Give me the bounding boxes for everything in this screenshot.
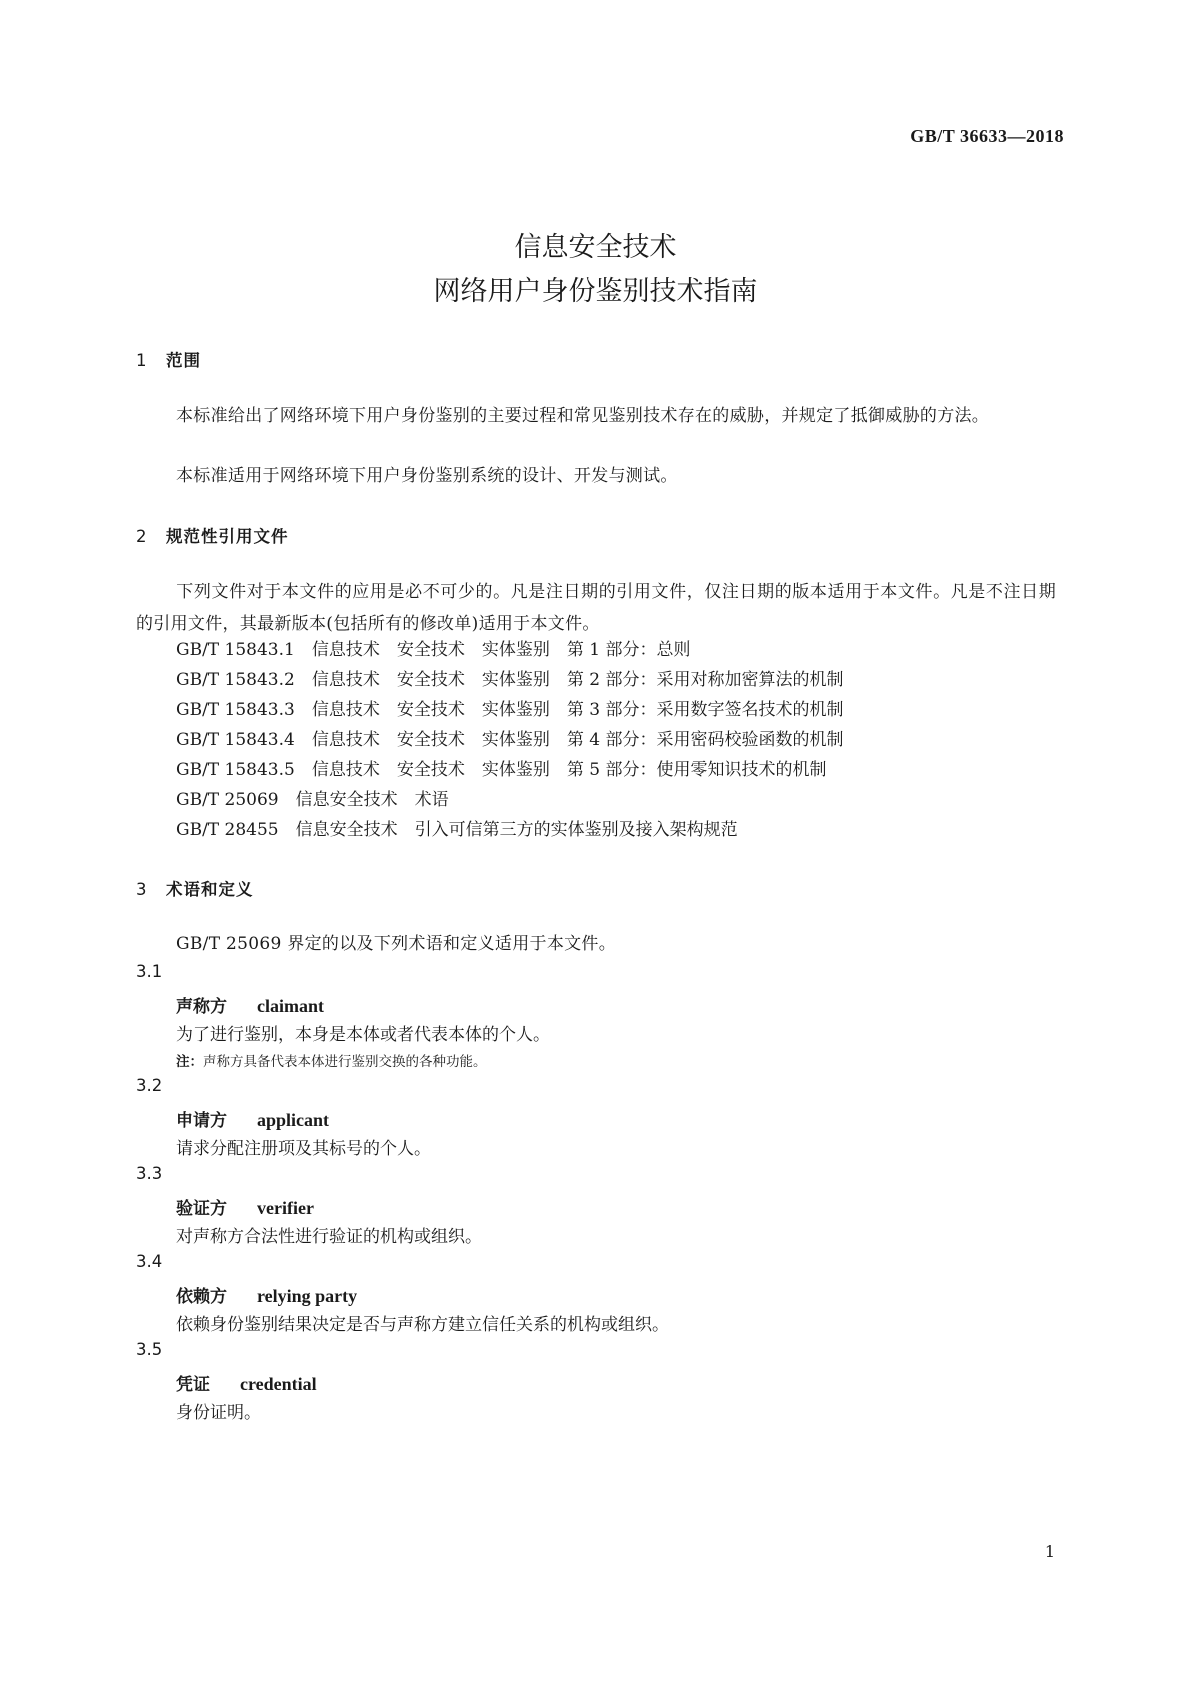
term-number: 3.3 bbox=[136, 1164, 163, 1183]
section-2-heading bbox=[136, 523, 289, 547]
term-chinese: 凭证 bbox=[176, 1375, 210, 1395]
paragraph-text: 下列文件对于本文件的应用是必不可少的。凡是注日期的引用文件，仅注日期的版本适用于本文件。凡是不注日期的引用文件，其最新版本(包括所有的修改单)适用于本文件。 bbox=[136, 582, 1056, 634]
section-3-heading bbox=[136, 876, 254, 900]
term-english: verifier bbox=[257, 1198, 314, 1218]
reference-title: 信息技术 安全技术 实体鉴别 第 4 部分：采用密码校验函数的机制 bbox=[311, 730, 844, 750]
reference-code: GB/T 15843.5 bbox=[176, 760, 295, 780]
reference-code: GB/T 15843.1 bbox=[176, 640, 295, 660]
term-english: relying party bbox=[257, 1286, 358, 1306]
term-english: applicant bbox=[257, 1110, 330, 1130]
scope-paragraph-2 bbox=[136, 460, 1056, 492]
note-label: 注： bbox=[176, 1054, 203, 1070]
reference-title: 信息技术 安全技术 实体鉴别 第 1 部分：总则 bbox=[311, 640, 691, 660]
section-number: 2 bbox=[136, 527, 148, 546]
term-number: 3.2 bbox=[136, 1076, 163, 1095]
reference-item bbox=[176, 634, 690, 666]
term-heading bbox=[176, 1106, 329, 1131]
term-definition: 身份证明。 bbox=[176, 1403, 261, 1423]
reference-code: GB/T 28455 bbox=[176, 820, 279, 840]
term-english: claimant bbox=[257, 996, 324, 1016]
refs-intro-paragraph bbox=[136, 576, 1056, 640]
page-number: 1 bbox=[1044, 1542, 1055, 1561]
reference-item bbox=[176, 814, 738, 846]
reference-item bbox=[176, 724, 843, 756]
section-1-heading bbox=[136, 347, 201, 371]
term-chinese: 依赖方 bbox=[176, 1287, 227, 1307]
term-heading bbox=[176, 1282, 357, 1307]
term-english: credential bbox=[240, 1374, 317, 1394]
reference-code: GB/T 15843.4 bbox=[176, 730, 295, 750]
reference-title: 信息技术 安全技术 实体鉴别 第 5 部分：使用零知识技术的机制 bbox=[311, 760, 827, 780]
reference-item bbox=[176, 784, 449, 816]
title-line-1: 信息安全技术 bbox=[514, 232, 677, 263]
term-definition: 依赖身份鉴别结果决定是否与声称方建立信任关系的机构或组织。 bbox=[176, 1315, 669, 1335]
scope-paragraph-1 bbox=[136, 400, 1056, 432]
title-line-2: 网络用户身份鉴别技术指南 bbox=[433, 276, 758, 307]
term-chinese: 申请方 bbox=[176, 1111, 227, 1131]
paragraph-text: 本标准适用于网络环境下用户身份鉴别系统的设计、开发与测试。 bbox=[176, 466, 678, 486]
term-heading bbox=[176, 1370, 317, 1395]
section-title: 规范性引用文件 bbox=[166, 527, 289, 546]
reference-code: GB/T 15843.2 bbox=[176, 670, 295, 690]
term-definition: 为了进行鉴别，本身是本体或者代表本体的个人。 bbox=[176, 1025, 550, 1045]
term-definition: 请求分配注册项及其标号的个人。 bbox=[176, 1139, 431, 1159]
term-chinese: 验证方 bbox=[176, 1199, 227, 1219]
reference-title: 信息安全技术 术语 bbox=[295, 790, 449, 810]
term-note bbox=[176, 1050, 487, 1070]
note-text: 声称方具备代表本体进行鉴别交换的各种功能。 bbox=[203, 1054, 487, 1070]
section-title: 范围 bbox=[166, 351, 201, 370]
term-heading bbox=[176, 992, 324, 1017]
paragraph-text: 本标准给出了网络环境下用户身份鉴别的主要过程和常见鉴别技术存在的威胁，并规定了抵御威胁的方法。 bbox=[176, 406, 990, 426]
term-heading bbox=[176, 1194, 314, 1219]
reference-title: 信息安全技术 引入可信第三方的实体鉴别及接入架构规范 bbox=[295, 820, 738, 840]
reference-title: 信息技术 安全技术 实体鉴别 第 3 部分：采用数字签名技术的机制 bbox=[311, 700, 844, 720]
reference-code: GB/T 15843.3 bbox=[176, 700, 295, 720]
reference-item bbox=[176, 694, 843, 726]
term-chinese: 声称方 bbox=[176, 997, 227, 1017]
paragraph-text: GB/T 25069 界定的以及下列术语和定义适用于本文件。 bbox=[176, 934, 617, 954]
section-title: 术语和定义 bbox=[166, 880, 254, 899]
term-definition: 对声称方合法性进行验证的机构或组织。 bbox=[176, 1227, 482, 1247]
reference-code: GB/T 25069 bbox=[176, 790, 279, 810]
reference-item bbox=[176, 754, 826, 786]
term-number: 3.4 bbox=[136, 1252, 163, 1271]
term-number: 3.5 bbox=[136, 1340, 163, 1359]
terms-intro-paragraph bbox=[136, 928, 1056, 960]
term-number: 3.1 bbox=[136, 962, 163, 981]
reference-title: 信息技术 安全技术 实体鉴别 第 2 部分：采用对称加密算法的机制 bbox=[311, 670, 844, 690]
section-number: 3 bbox=[136, 880, 148, 899]
document-id: GB/T 36633—2018 bbox=[910, 126, 1064, 146]
reference-item bbox=[176, 664, 843, 696]
section-number: 1 bbox=[136, 351, 148, 370]
